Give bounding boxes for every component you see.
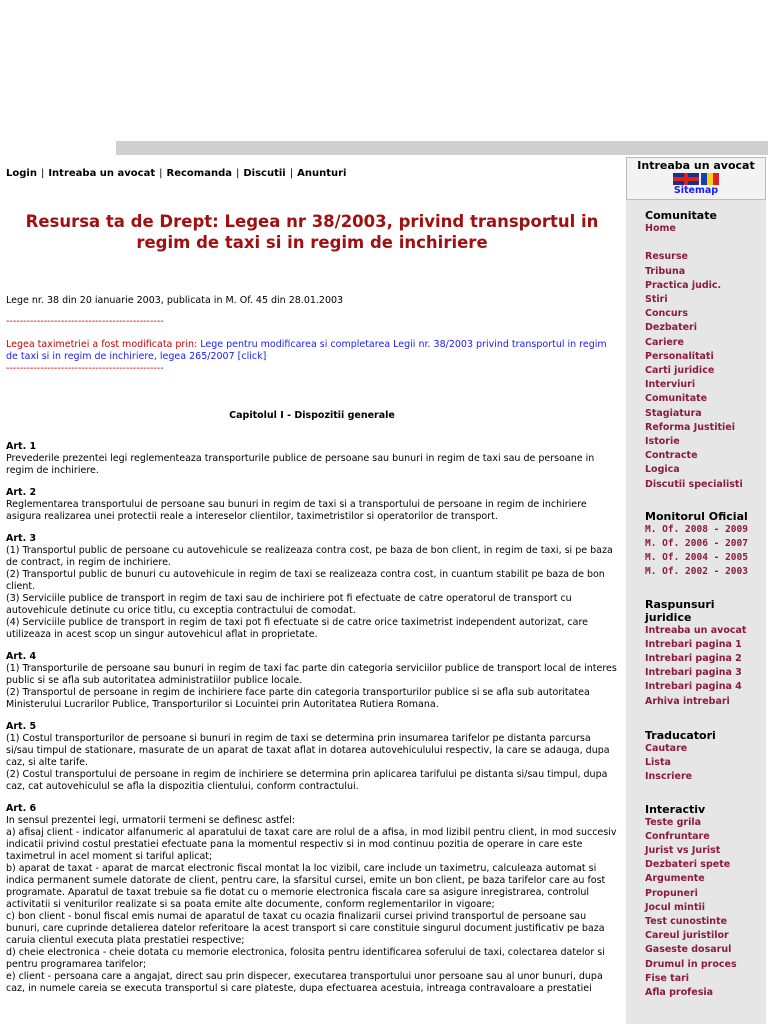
sidebar-section-title: Interactiv <box>645 802 706 816</box>
sidebar-link[interactable]: Home <box>645 223 676 234</box>
sidebar-link[interactable]: Carti juridice <box>645 365 715 377</box>
sidebar-link[interactable]: Istorie <box>645 436 680 448</box>
article <box>6 651 618 711</box>
sidebar-link[interactable]: Cautare <box>645 742 688 754</box>
sidebar-link[interactable]: Comunitate <box>645 393 708 405</box>
article-paragraph: (2) Transportul public de bunuri cu autovehicule in regim de taxi se realizeaza contra cost, in cuantum stabilit pe baza de bon client. <box>6 569 605 592</box>
sidebar-link[interactable]: Test cunostinte <box>645 915 728 927</box>
sidebar-section-title: Monitorul Oficial <box>645 509 748 523</box>
sidebar-link[interactable]: Jurist vs Jurist <box>645 844 721 856</box>
romania-flag-icon[interactable] <box>701 173 719 185</box>
sidebar-link[interactable]: Careul juristilor <box>645 930 729 942</box>
page-title: Resursa ta de Drept: Legea nr 38/2003, privind transportul in regim de taxi si in regim de inchiriere <box>25 212 599 252</box>
sidebar-link[interactable]: Jocul mintii <box>645 901 705 913</box>
sidebar-link[interactable]: Dezbateri <box>645 322 697 334</box>
nav-separator: | <box>159 168 163 179</box>
article <box>6 803 618 995</box>
article-paragraph: d) cheie electronica - cheie dotata cu memorie electronica, folosita pentru identificarea soferului de taxi, colectarea datelor si pentru programarea tarifelor; <box>6 947 605 970</box>
article-paragraph: (1) Costul transporturilor de persoane si bunuri in regim de taxi se determina prin insumarea tarifelor pe distanta parcursa si/sau timpul de stationare, masurate de un aparat de taxat aflat in dotarea autovehiculului respectiv, la care se adauga, dupa caz, si alte tarife. <box>6 733 610 768</box>
nav-discussions[interactable]: Discutii <box>243 168 286 179</box>
sidebar-link[interactable]: Practica judic. <box>645 279 722 291</box>
sidebar-link[interactable]: Stagiatura <box>645 407 702 419</box>
sidebar-section-title: Traducatori <box>645 728 716 742</box>
sidebar-section <box>626 729 766 785</box>
sidebar-link[interactable]: Stiri <box>645 294 668 306</box>
sidebar-link[interactable]: Tribuna <box>645 265 686 277</box>
sidebar-link[interactable]: Intreaba un avocat <box>645 624 747 636</box>
ask-lawyer-title[interactable]: Intreaba un avocat <box>637 159 755 172</box>
article-title: Art. 5 <box>6 721 37 732</box>
nav-ask-lawyer[interactable]: Intreaba un avocat <box>48 168 156 179</box>
modification-note <box>6 339 618 363</box>
article-title: Art. 3 <box>6 533 37 544</box>
chapter-title: Capitolul I - Dispozitii generale <box>229 410 395 421</box>
article-title: Art. 6 <box>6 803 37 814</box>
article-paragraph: b) aparat de taxat - aparat de marcat electronic fiscal montat la loc vizibil, care include un taximetru, calculeaza automat si indica permanent sumele datorate de client, pentru care, la sfarsitul cursei, emite un bon client, pe baza tarifelor care au fost programate. Aparatul de taxat trebuie sa fie dotat cu o memorie electronica fiscala care sa asigure inregistrarea, controlul activitatii si veniturilor realizate si sa poata emite alte documente, conform reglementarilor in vigoare; <box>6 863 606 910</box>
sidebar-link <box>645 236 766 250</box>
sidebar-section <box>626 803 766 1001</box>
article-paragraph: Reglementarea transportului de persoane sau bunuri in regim de taxi si a transportului de persoane in regim de inchiriere asigura realizarea unei protectii reale a intereselor clientilor, taximetristilor si operatorilor de transport. <box>6 499 587 522</box>
article <box>6 721 618 793</box>
article-title: Art. 1 <box>6 441 37 452</box>
article-paragraph: In sensul prezentei legi, urmatorii termeni se definesc astfel: <box>6 815 296 826</box>
sidebar-link[interactable]: Arhiva intrebari <box>645 695 730 707</box>
sidebar-link[interactable]: Resurse <box>645 251 688 263</box>
article-paragraph: (2) Transportul de persoane in regim de inchiriere face parte din categoria transporturilor publice si se afla sub autoritatea Ministerului Lucrarilor Publice, Transporturilor si Locuintei prin Autoritatea Rutiera Romana. <box>6 687 590 710</box>
sidebar-link[interactable]: M. Of. 2004 - 2005 <box>645 552 748 564</box>
top-nav <box>6 168 618 180</box>
sidebar <box>626 157 766 1024</box>
sidebar-link[interactable]: Afla profesia <box>645 986 714 998</box>
sidebar-link[interactable]: Concurs <box>645 308 688 320</box>
sidebar-link[interactable]: Interviuri <box>645 379 696 391</box>
sidebar-link[interactable]: Argumente <box>645 873 705 885</box>
nav-separator: | <box>235 168 240 179</box>
law-publication-info: Lege nr. 38 din 20 ianuarie 2003, publicata in M. Of. 45 din 28.01.2003 <box>6 295 344 306</box>
article-title: Art. 2 <box>6 487 37 498</box>
sidebar-link[interactable]: Gaseste dosarul <box>645 944 732 956</box>
sidebar-link[interactable]: Contracte <box>645 450 698 462</box>
sidebar-link[interactable]: Drumul in proces <box>645 958 737 970</box>
sidebar-section <box>626 209 766 492</box>
nav-announcements[interactable]: Anunturi <box>297 168 347 179</box>
article-paragraph: (1) Transportul public de persoane cu autovehicule se realizeaza contra cost, pe baza de bon client, in regim de taxi, si pe baza de contract, in regim de inchiriere. <box>6 545 613 568</box>
article <box>6 533 618 641</box>
modification-prefix: Legea taximetriei a fost modificata prin: <box>6 339 201 350</box>
sidebar-link[interactable]: Intrebari pagina 1 <box>645 638 742 650</box>
sidebar-link[interactable]: M. Of. 2006 - 2007 <box>645 538 748 550</box>
nav-separator: | <box>289 168 294 179</box>
sitemap-link[interactable]: Sitemap <box>673 185 719 196</box>
sidebar-link[interactable]: Personalitati <box>645 350 714 362</box>
sidebar-link[interactable]: Propuneri <box>645 887 698 899</box>
sidebar-link[interactable]: M. Of. 2008 - 2009 <box>645 523 748 535</box>
language-flags <box>627 173 765 185</box>
articles-list <box>6 441 618 995</box>
sidebar-link[interactable]: Lista <box>645 757 671 769</box>
article-paragraph: (1) Transporturile de persoane sau bunuri in regim de taxi fac parte din categoria serviciilor publice de transport local de interes public si se afla sub autoritatea administratiilor publice locale. <box>6 663 617 686</box>
article-paragraph: a) afisaj client - indicator alfanumeric al aparatului de taxat care are rolul de a afisa, in mod lizibil pentru client, in mod succesiv indicatii privind costul prestatiei efectuate pana la momentul respectiv si in mod continuu pozitia de operare in care este taximetrul in acel moment si tariful aplicat; <box>6 827 617 862</box>
main-content <box>6 160 618 995</box>
nav-login[interactable]: Login <box>6 168 37 179</box>
article-paragraph: (3) Serviciile publice de transport in regim de taxi sau de inchiriere pot fi efectuate de catre operatorul de transport cu autovehicule detinute cu orice titlu, cu exceptia contractului de comodat. <box>6 593 572 616</box>
sidebar-link[interactable]: Intrebari pagina 4 <box>645 681 742 693</box>
article-title: Art. 4 <box>6 651 37 662</box>
sidebar-link[interactable]: Teste grila <box>645 816 702 828</box>
sidebar-link[interactable]: Discutii specialisti <box>645 478 743 490</box>
top-grey-bar <box>116 141 768 155</box>
article <box>6 487 618 523</box>
sidebar-link[interactable]: Fise tari <box>645 972 690 984</box>
nav-recommend[interactable]: Recomanda <box>166 168 232 179</box>
sidebar-link[interactable]: Reforma Justitiei <box>645 421 735 433</box>
sidebar-link[interactable]: Dezbateri spete <box>645 859 731 871</box>
article <box>6 441 618 477</box>
sidebar-section <box>626 598 766 709</box>
article-paragraph: (2) Costul transportului de persoane in regim de inchiriere se determina prin aplicarea tarifului pe distanta si/sau timpul, dupa caz, cat autovehiculul se afla la dispozitia clientului, conform contractului. <box>6 769 608 792</box>
article-paragraph: (4) Serviciile publice de transport in regim de taxi pot fi efectuate si de catre orice taximetrist independent autorizat, care utilizeaza in acest scop un singur autovehicul aflat in proprietate. <box>6 617 588 640</box>
nav-separator: | <box>40 168 45 179</box>
article-paragraph: e) client - persoana care a angajat, direct sau prin dispecer, executarea transportului unor persoane sau al unor bunuri, dupa caz, in numele careia se executa transportul si care plateste, dupa efectuarea acestuia, intreaga contravaloare a prestatiei <box>6 971 603 994</box>
sidebar-link[interactable]: M. Of. 2002 - 2003 <box>645 566 748 578</box>
sidebar-link[interactable]: Confruntare <box>645 830 710 842</box>
sidebar-section-title: Raspunsuri juridice <box>645 597 715 624</box>
sidebar-link[interactable]: Logica <box>645 464 680 476</box>
ask-lawyer-box <box>626 157 766 200</box>
sidebar-link[interactable]: Cariere <box>645 336 684 348</box>
article-paragraph: c) bon client - bonul fiscal emis numai de aparatul de taxat cu ocazia finalizarii cursei privind transportul de persoane sau bunuri, care cuprinde detalierea datelor referitoare la acest transport si care constituie singurul document justificativ pe baza caruia clientul executa plata prestatiei respective; <box>6 911 605 946</box>
sidebar-section-title: Comunitate <box>645 209 717 222</box>
sidebar-section <box>626 510 766 580</box>
divider-bottom: ---------------------------------------------- <box>6 363 164 374</box>
sidebar-link[interactable]: Intrebari pagina 3 <box>645 667 742 679</box>
article-paragraph: Prevederile prezentei legi reglementeaza transporturile publice de persoane sau bunuri in regim de taxi sau de persoane in regim de inchiriere. <box>6 453 595 476</box>
uk-flag-icon[interactable] <box>673 173 699 185</box>
sidebar-sections <box>626 209 766 1000</box>
sidebar-link[interactable]: Intrebari pagina 2 <box>645 653 742 665</box>
modification-link[interactable]: Lege pentru modificarea si completarea Legii nr. 38/2003 privind transportul in regim de taxi si in regim de inchiriere, legea 265/2007 [click] <box>6 339 607 362</box>
sidebar-link[interactable]: Inscriere <box>645 771 693 783</box>
divider-top: ---------------------------------------------- <box>6 316 164 327</box>
